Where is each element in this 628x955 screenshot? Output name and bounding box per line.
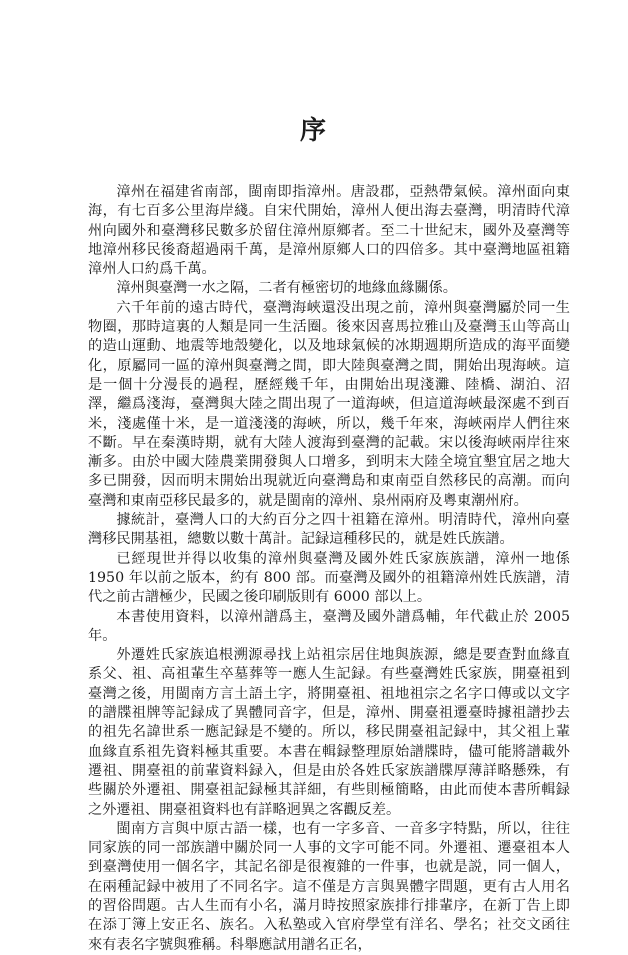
paragraph: 已經現世并得以收集的漳州與臺灣及國外姓氏家族族譜，漳州一地係 1950 年以前之版本，約有 800 部。而臺灣及國外的祖籍漳州姓氏族譜，清代之前古譜極少，民國之後印刷版則有 6000 部以上。 [88, 550, 570, 606]
paragraph: 據統計，臺灣人口的大約百分之四十祖籍在漳州。明清時代，漳州向臺灣移民開基祖，總數以數十萬計。記録這種移民的，就是姓氏族譜。 [88, 512, 570, 548]
paragraph: 漳州在福建省南部，閩南即指漳州。唐設郡，亞熱帶氣候。漳州面向東海，有七百多公里海岸綫。自宋代開始，漳州人便出海去臺灣，明清時代漳州向國外和臺灣移民數多於留住漳州原鄉者。至二十世紀末，國外及臺灣等地漳州移民後裔超過兩千萬，是漳州原鄉人口的四倍多。其中臺灣地區祖籍漳州人口約爲千萬。 [88, 184, 570, 278]
paragraph: 閩南方言與中原古語一樣，也有一字多音、一音多字特點，所以，往往同家族的同一部族譜中關於同一人事的文字可能不同。外遷祖、遷臺祖本人到臺灣使用一個名字，其記名卻是很複雜的一件事，也就是説，同一個人，在兩種記録中被用了不同名字。這不僅是方言與異體字問題，更有古人用名的習俗問題。古人生而有小名，滿月時按照家族排行排輩序，在新丁告上即在添丁簿上安正名、族名。入私塾或入官府學堂有洋名、學名；社交文函往來有表名字號與雅稱。科舉應試用譜名正名， [88, 820, 570, 953]
paragraph: 本書使用資料，以漳州譜爲主，臺灣及國外譜爲輔，年代截止於 2005 年。 [88, 608, 570, 644]
page-title: 序 [299, 116, 328, 146]
paragraph: 外遷姓氏家族追根溯源尋找上站祖宗居住地與族源，總是要查對血緣直系父、祖、高祖輩生卒墓葬等一應人生記録。有些臺灣姓氏家族，開臺祖到臺灣之後，用閩南方言土語土字，將開臺祖、祖地祖宗之名字口傳或以文字的譜牒祖牌等記録成了異體同音字，但是，漳州、開臺祖遷臺時據祖譜抄去的祖先名諱世系一應記録是不變的。所以，移民開臺祖記録中，其父祖上輩血緣直系祖先資料極其重要。本書在輯録整理原始譜牒時，儘可能將譜載外遷祖、開臺祖的前輩資料録入，但是由於各姓氏家族譜牒厚薄詳略懸殊，有些關於外遷祖、開臺祖記録極其詳細，有些則極簡略，由此而使本書所輯録之外遷祖、開臺祖資料也有詳略迥異之客觀反差。 [88, 647, 570, 818]
paragraph: 漳州與臺灣一水之隔，二者有極密切的地緣血緣關係。 [116, 280, 457, 297]
body-text [88, 183, 570, 955]
paragraph: 六千年前的遠古時代，臺灣海峽還没出現之前，漳州與臺灣屬於同一生物圈，那時這裏的人類是同一生活圈。後來因喜馬拉雅山及臺灣玉山等高山的造山運動、地震等地殼變化，以及地球氣候的冰期週期所造成的海平面變化，原屬同一區的漳州與臺灣之間，即大陸與臺灣之間，開始出現海峽。這是一個十分漫長的過程，歷經幾千年，由開始出現淺灘、陸橋、湖泊、沼澤，繼爲淺海，臺灣與大陸之間出現了一道海峽，但這道海峽最深處不到百米，淺處僅十米，是一道淺淺的海峽，所以，幾千年來，海峽兩岸人們往來不斷。早在秦漢時期，就有大陸人渡海到臺灣的記載。宋以後海峽兩岸往來漸多。由於中國大陸農業開發與人口增多，到明末大陸全境宜墾宜居之地大多已開發，因而明末開始出現就近向臺灣島和東南亞自然移民的高潮。而向臺灣和東南亞移民最多的，就是閩南的漳州、泉州兩府及粵東潮州府。 [88, 299, 570, 509]
